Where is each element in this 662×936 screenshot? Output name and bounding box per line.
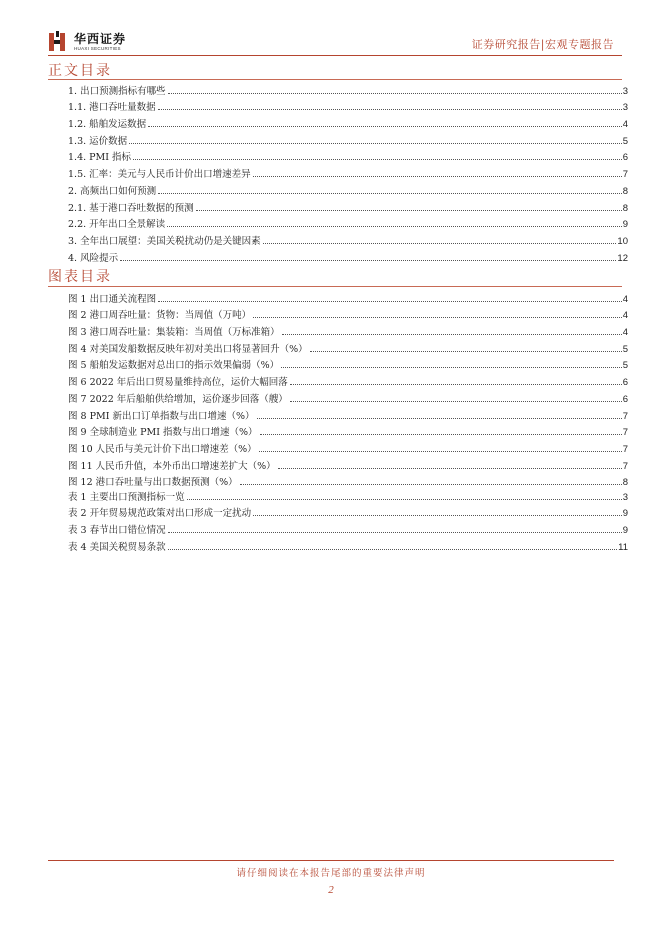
figure-entry[interactable] — [68, 422, 628, 439]
figure-entry[interactable] — [68, 455, 628, 472]
toc-entry-label: 2.2. 开年出口全景解读 — [68, 219, 166, 231]
page-header — [48, 28, 622, 56]
toc-entry-page: 12 — [617, 252, 628, 264]
figures-toc-title: 图表目录 — [48, 269, 112, 285]
figure-entry[interactable] — [68, 288, 628, 305]
figures-title-divider — [48, 286, 622, 287]
dot-leader — [290, 400, 622, 402]
figure-entry-label: 图 12 港口吞吐量与出口数据预测（%） — [68, 477, 238, 489]
figure-entry-page: 6 — [622, 393, 628, 405]
toc-entry-label: 1.3. 运价数据 — [68, 135, 128, 147]
figure-entry-page: 8 — [622, 477, 628, 489]
table-entry-label: 表 3 春节出口错位情况 — [68, 525, 166, 537]
dot-leader — [278, 467, 622, 469]
dot-leader — [158, 300, 622, 302]
figure-entry-page: 5 — [622, 360, 628, 372]
figure-entry-page: 4 — [622, 327, 628, 339]
dot-leader — [253, 514, 622, 516]
toc-entry-page: 8 — [622, 185, 628, 197]
figure-entry-label: 图 11 人民币升值，本外币出口增速差扩大（%） — [68, 460, 276, 472]
company-logo — [48, 30, 126, 54]
toc-entry-label: 2.1. 基于港口吞吐数据的预测 — [68, 202, 194, 214]
toc-entry-label: 1.4. PMI 指标 — [68, 152, 132, 164]
table-list — [68, 486, 628, 553]
table-entry[interactable] — [68, 503, 628, 520]
toc-entry-page: 3 — [622, 85, 628, 97]
toc-entry[interactable] — [68, 230, 628, 247]
figure-entry-label: 图 5 船舶发运数据对总出口的指示效果偏弱（%） — [68, 360, 280, 372]
toc-entry[interactable] — [68, 80, 628, 97]
toc-entry-page: 8 — [622, 202, 628, 214]
huaxi-logo-icon — [48, 31, 68, 53]
toc-entry[interactable] — [68, 97, 628, 114]
table-entry-page: 11 — [618, 541, 628, 553]
figure-entry-label: 图 6 2022 年后出口贸易量维持高位，运价大幅回落 — [68, 377, 288, 389]
toc-entry-label: 4. 风险提示 — [68, 252, 119, 264]
figure-entry-label: 图 1 出口通关流程图 — [68, 293, 157, 305]
figure-entry-label: 图 4 对美国发船数据反映年初对美出口将显著回升（%） — [68, 343, 308, 355]
figure-entry-page: 4 — [622, 293, 628, 305]
dot-leader — [158, 192, 622, 194]
logo-english-name: HUAXI SECURITIES — [74, 45, 121, 51]
page-number: 2 — [328, 884, 334, 896]
table-entry[interactable] — [68, 536, 628, 553]
legal-notice: 请仔细阅读在本报告尾部的重要法律声明 — [236, 868, 426, 879]
toc-entry[interactable] — [68, 130, 628, 147]
figure-entry-page: 7 — [622, 460, 628, 472]
toc-entry-label: 1.2. 船舶发运数据 — [68, 119, 147, 131]
toc-entry-page: 7 — [622, 169, 628, 181]
figure-entry-page: 7 — [622, 427, 628, 439]
figure-entry-label: 图 8 PMI 新出口订单指数与出口增速（%） — [68, 410, 255, 422]
figure-entry[interactable] — [68, 388, 628, 405]
toc-entry-page: 5 — [622, 135, 628, 147]
figure-entry-label: 图 7 2022 年后船舶供给增加，运价逐步回落（艘） — [68, 393, 288, 405]
figure-entry[interactable] — [68, 438, 628, 455]
figure-entry[interactable] — [68, 321, 628, 338]
toc-entry-page: 4 — [622, 119, 628, 131]
toc-entry-page: 10 — [617, 235, 628, 247]
figure-entry-label: 图 3 港口周吞吐量：集装箱：当周值（万标准箱） — [68, 327, 280, 339]
figure-entry[interactable] — [68, 338, 628, 355]
dot-leader — [196, 209, 622, 211]
dot-leader — [167, 225, 622, 227]
report-type: 证券研究报告|宏观专题报告 — [471, 38, 614, 51]
figure-entry[interactable] — [68, 355, 628, 372]
dot-leader — [263, 242, 617, 244]
dot-leader — [240, 483, 622, 485]
dot-leader — [290, 383, 622, 385]
figure-entry[interactable] — [68, 371, 628, 388]
dot-leader — [310, 350, 622, 352]
toc-entry[interactable] — [68, 147, 628, 164]
logo-chinese-name: 华西证券 — [74, 31, 127, 46]
toc-entry[interactable] — [68, 197, 628, 214]
table-entry[interactable] — [68, 519, 628, 536]
figure-entry[interactable] — [68, 305, 628, 322]
dot-leader — [260, 433, 622, 435]
toc-entry[interactable] — [68, 214, 628, 231]
toc-title: 正文目录 — [48, 63, 112, 79]
figure-entry-label: 图 2 港口周吞吐量：货物：当周值（万吨） — [68, 310, 252, 322]
table-entry-page: 9 — [622, 525, 628, 537]
toc-entry-label: 1.5. 汇率：美元与人民币计价出口增速差异 — [68, 169, 251, 181]
dot-leader — [257, 417, 622, 419]
toc-entry-page: 3 — [622, 102, 628, 114]
table-entry[interactable] — [68, 486, 628, 503]
dot-leader — [148, 125, 622, 127]
toc-entry[interactable] — [68, 113, 628, 130]
dot-leader — [253, 175, 622, 177]
toc-entry-label: 3. 全年出口展望：美国关税扰动仍是关键因素 — [68, 235, 261, 247]
figure-entry[interactable] — [68, 405, 628, 422]
dot-leader — [281, 366, 622, 368]
table-of-contents — [68, 80, 628, 264]
dot-leader — [168, 92, 622, 94]
dot-leader — [187, 498, 622, 500]
toc-entry[interactable] — [68, 247, 628, 264]
figure-entry-page: 7 — [622, 410, 628, 422]
figure-entry-label: 图 9 全球制造业 PMI 指数与出口增速（%） — [68, 427, 258, 439]
toc-entry-label: 1.1. 港口吞吐量数据 — [68, 102, 156, 114]
dot-leader — [259, 450, 622, 452]
dot-leader — [282, 333, 622, 335]
table-entry-page: 3 — [622, 491, 628, 503]
figure-entry-page: 4 — [622, 310, 628, 322]
toc-entry-page: 9 — [622, 219, 628, 231]
dot-leader — [120, 259, 616, 261]
figure-entry-label: 图 10 人民币与美元计价下出口增速差（%） — [68, 443, 257, 455]
toc-entry[interactable] — [68, 180, 628, 197]
figure-entry-page: 7 — [622, 443, 628, 455]
dot-leader — [133, 158, 622, 160]
figure-entry-page: 6 — [622, 377, 628, 389]
dot-leader — [129, 142, 622, 144]
figure-entry-page: 5 — [622, 343, 628, 355]
toc-entry-label: 2. 高频出口如何预测 — [68, 185, 157, 197]
table-entry-page: 9 — [622, 508, 628, 520]
table-entry-label: 表 4 美国关税贸易条款 — [68, 541, 166, 553]
table-entry-label: 表 2 开年贸易规范政策对出口形成一定扰动 — [68, 508, 252, 520]
figure-list — [68, 288, 628, 488]
toc-entry-label: 1. 出口预测指标有哪些 — [68, 85, 166, 97]
header-divider — [48, 55, 622, 56]
table-entry-label: 表 1 主要出口预测指标一览 — [68, 491, 185, 503]
toc-entry-page: 6 — [622, 152, 628, 164]
dot-leader — [158, 108, 622, 110]
dot-leader — [168, 531, 622, 533]
dot-leader — [168, 548, 618, 550]
footer-divider — [48, 860, 614, 861]
toc-entry[interactable] — [68, 163, 628, 180]
dot-leader — [253, 316, 622, 318]
